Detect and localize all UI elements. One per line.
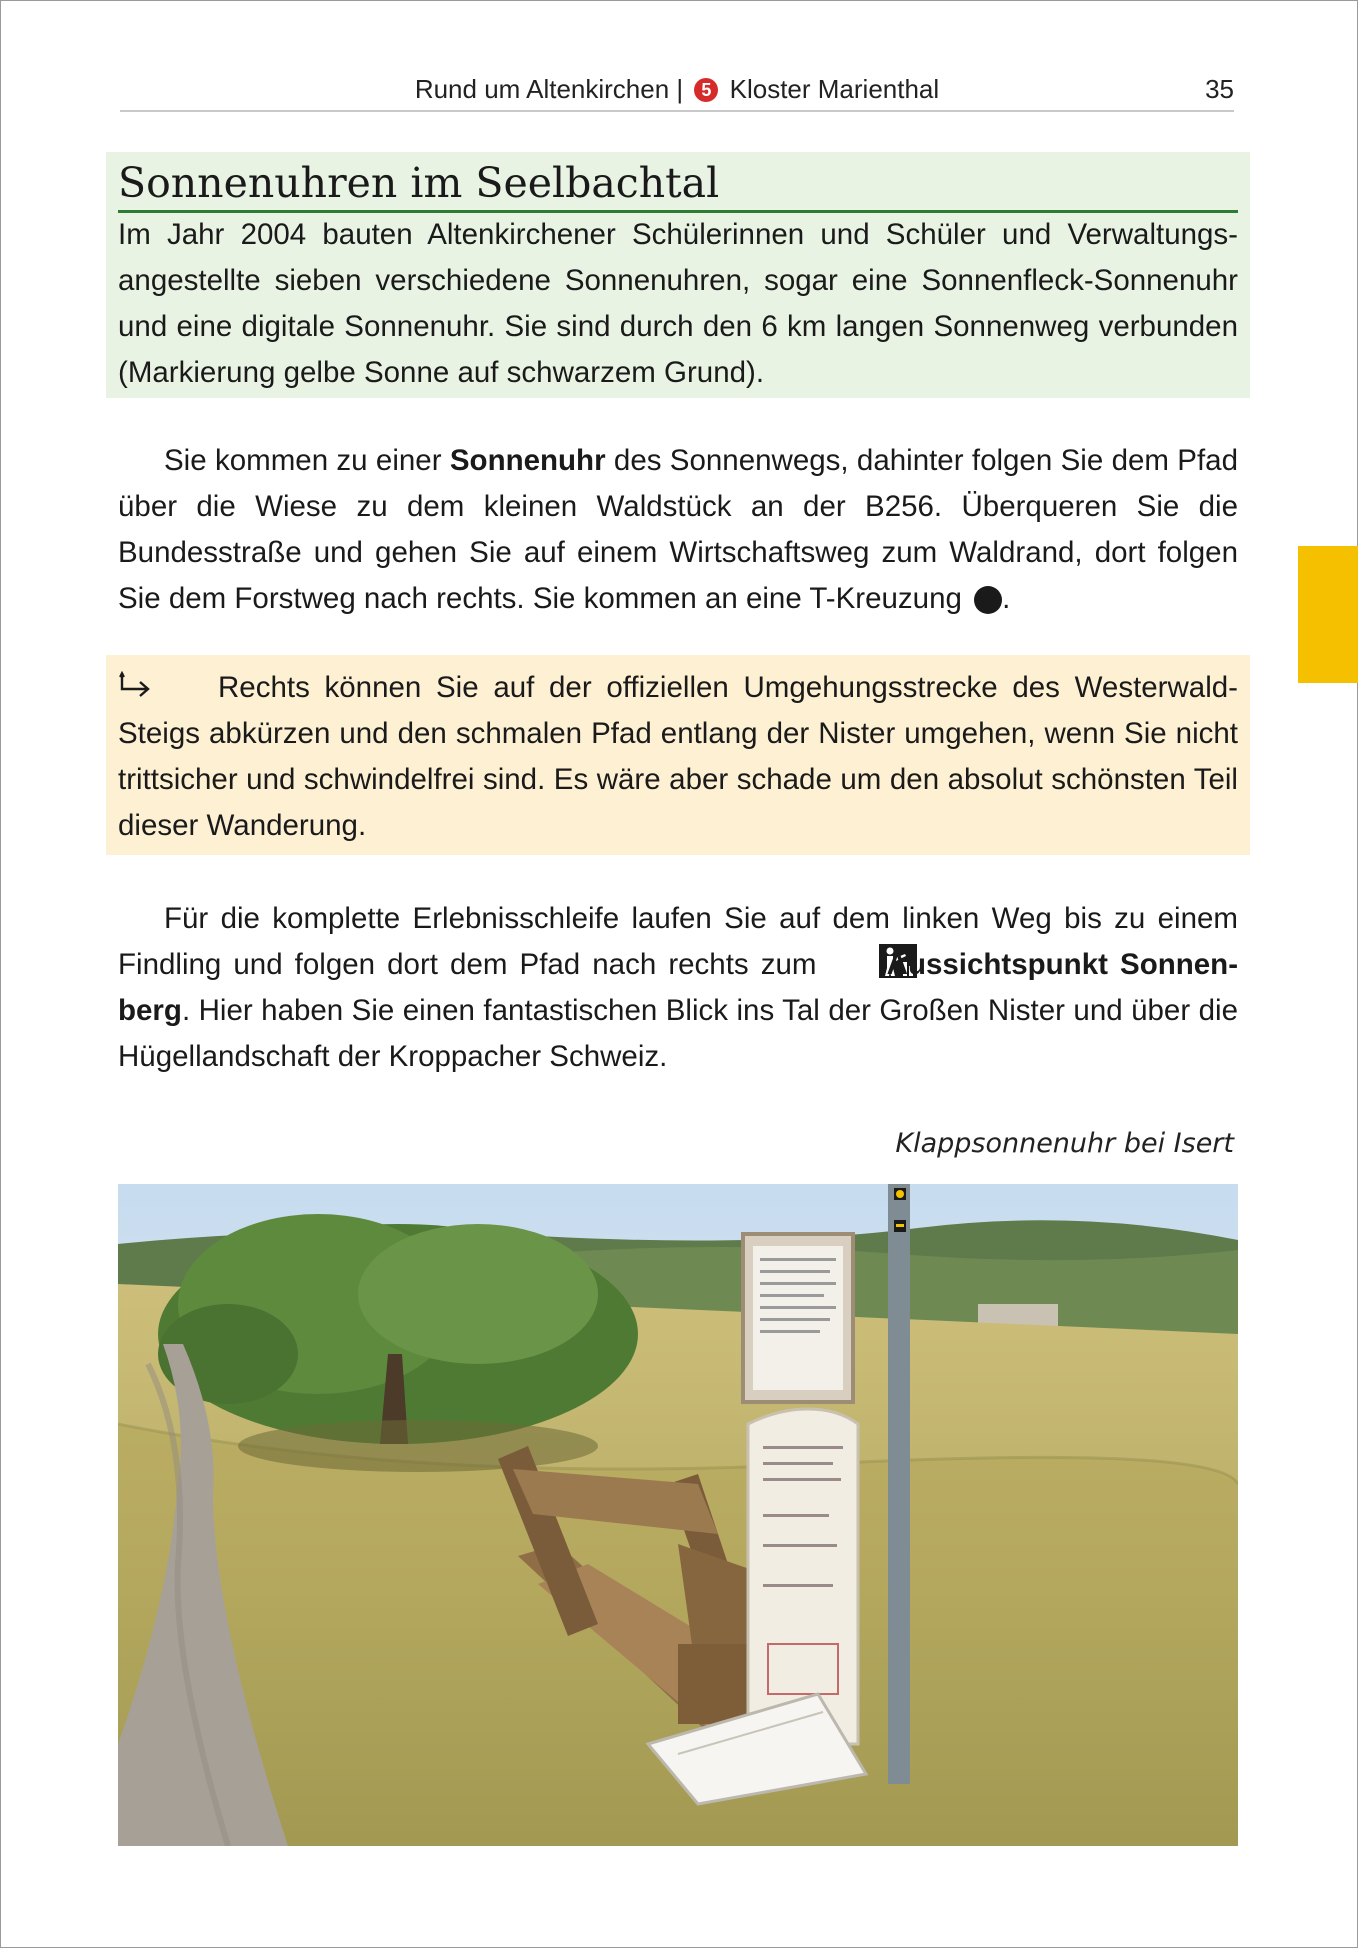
paragraph-text: Für die komplette Erlebnisschleife laufen Sie auf dem linken Weg bis zu einem Findling und folgen dort dem Pfad nach rechts zum	[118, 902, 1238, 981]
tip-text-block	[118, 665, 1238, 849]
tip-box	[106, 655, 1250, 855]
photo-caption: Klappsonnenuhr bei Isert	[895, 1128, 1234, 1159]
header-title	[120, 74, 1234, 105]
paragraph-route-1	[118, 438, 1238, 622]
info-box-title: Sonnenuhren im Seelbachtal	[118, 158, 1238, 213]
tour-number-badge: 5	[694, 78, 718, 102]
tip-text: Rechts können Sie auf der offiziellen Umgehungsstrecke des Westerwald-Steigs abkürzen und den schmalen Pfad entlang der Nister umgehen, wenn Sie nicht trittsicher und schwindelfrei sind. Es wäre aber schade um den absolut schönsten Teil dieser Wanderung.	[118, 671, 1238, 842]
viewpoint-icon	[833, 944, 871, 978]
arrow-turn-icon	[118, 669, 154, 699]
waypoint-marker: 2	[974, 586, 1002, 614]
paragraph-text: des Sonnenwegs, dahinter folgen Sie dem Pfad über die Wiese zu dem kleinen Waldstück an der B256. Überqueren Sie die Bundesstraße und gehen Sie auf einem Wirtschaftsweg zum Waldrand, dort folgen Sie dem Forstweg nach rechts. Sie kommen an eine T-Kreuzung	[118, 444, 1238, 615]
sundial-highlight: Sonnenuhr	[449, 444, 606, 477]
page-number: 35	[1205, 74, 1234, 104]
paragraph-route-2	[118, 896, 1238, 1080]
chapter-side-tab	[1298, 546, 1358, 683]
running-header	[120, 70, 1234, 112]
header-tour-name: Kloster Marienthal	[729, 74, 940, 104]
info-box-text: Im Jahr 2004 bauten Altenkirchener Schülerinnen und Schüler und Verwaltungsangestellte sieben verschiedene Sonnenuhren, sogar eine Sonnenfleck-Sonnenuhr und eine digitale Sonnenuhr. Sie sind durch den 6 km langen Sonnenweg verbunden (Markierung gelbe Sonne auf schwarzem Grund).	[118, 218, 1238, 389]
paragraph-text: Sie kommen zu einer	[164, 444, 442, 477]
sundial-photo-illustration	[118, 1184, 1238, 1846]
header-chapter: Rund um Altenkirchen |	[414, 74, 684, 104]
sundial-photo	[118, 1184, 1238, 1846]
paragraph-end: .	[1002, 582, 1011, 615]
info-box	[106, 152, 1250, 398]
viewpoint-highlight: Aussichtspunkt Sonnenberg	[118, 948, 1239, 1027]
paragraph-text: . Hier haben Sie einen fantastischen Blick ins Tal der Großen Nister und über die Hügellandschaft der Kroppacher Schweiz.	[118, 994, 1238, 1073]
